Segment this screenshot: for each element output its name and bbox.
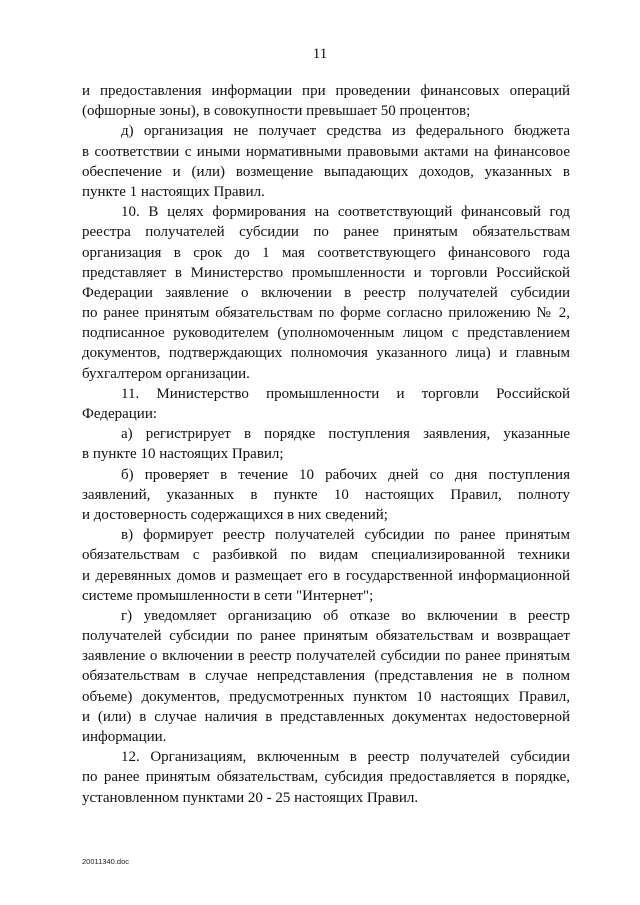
footer-filename: 20011340.doc: [82, 857, 129, 866]
text-line: и (или) в случае наличия в представленных документах недостоверной: [82, 708, 570, 725]
text-line: Федерации:: [82, 406, 158, 422]
text-line: и достоверность содержащихся в них сведений;: [82, 506, 388, 523]
paragraph: [82, 121, 570, 202]
text-line: г) уведомляет организацию об отказе во включении в реестр: [121, 607, 570, 624]
paragraph: [82, 202, 570, 384]
text-line: получателей субсидии по ранее принятым обязательствам и возвращает: [82, 628, 570, 645]
text-line: обязательствам с разбивкой по видам специализированной техники: [82, 547, 570, 564]
text-line: реестра получателей субсидии по ранее принятым обязательствам: [82, 224, 570, 241]
text-line: подписанное руководителем (уполномоченным лицом с представлением: [82, 325, 570, 342]
paragraph: [82, 384, 570, 424]
text-line: заявление о включении в реестр получателей субсидии по ранее принятым: [82, 648, 570, 665]
paragraph: [82, 525, 570, 606]
text-line: системе промышленности в сети "Интернет";: [82, 587, 374, 604]
text-line: информации.: [82, 729, 167, 745]
text-line: обязательствам в случае непредставления (представления не в полном: [82, 668, 570, 685]
text-line: в соответствии с иными нормативными правовыми актами на финансовое: [82, 143, 570, 160]
text-line: в пункте 10 настоящих Правил;: [82, 446, 284, 463]
paragraph: [82, 81, 570, 121]
text-line: д) организация не получает средства из федерального бюджета: [121, 123, 570, 140]
text-line: по ранее принятым обязательствам, субсидия предоставляется в порядке,: [82, 769, 570, 786]
paragraph: [82, 465, 570, 526]
text-line: 12. Организациям, включенным в реестр получателей субсидии: [121, 749, 570, 766]
text-line: а) регистрирует в порядке поступления заявления, указанные: [121, 426, 570, 443]
text-line: организация в срок до 1 мая соответствующего финансового года: [82, 244, 570, 261]
text-line: б) проверяет в течение 10 рабочих дней со дня поступления: [121, 466, 570, 483]
paragraph: [82, 606, 570, 747]
page-number: 11: [312, 46, 328, 62]
text-line: и предоставления информации при проведении финансовых операций: [82, 83, 570, 99]
text-line: Федерации заявление о включении в реестр получателей субсидии: [82, 284, 570, 301]
text-line: установленном пунктами 20 - 25 настоящих Правил.: [82, 789, 419, 806]
text-line: (офшорные зоны), в совокупности превышает 50 процентов;: [82, 103, 471, 120]
text-line: и деревянных домов и размещает его в государственной информационной: [82, 567, 570, 584]
text-line: документов, подтверждающих полномочия указанного лица) и главным: [82, 345, 570, 362]
text-line: 11. Министерство промышленности и торговли Российской: [121, 385, 570, 402]
paragraph: [82, 424, 570, 464]
text-line: пункте 1 настоящих Правил.: [82, 183, 265, 200]
document-body: [82, 81, 570, 808]
text-line: в) формирует реестр получателей субсидии по ранее принятым: [121, 527, 570, 544]
text-line: 10. В целях формирования на соответствующий финансовый год: [121, 204, 570, 221]
text-line: по ранее принятым обязательствам по форме согласно приложению № 2,: [82, 305, 570, 322]
text-line: обеспечение и (или) возмещение выпадающих доходов, указанных в: [82, 163, 570, 180]
paragraph: [82, 747, 570, 808]
text-line: представляет в Министерство промышленности и торговли Российской: [82, 264, 570, 281]
text-line: объеме) документов, предусмотренных пунктом 10 настоящих Правил,: [82, 688, 570, 705]
text-line: бухгалтером организации.: [82, 365, 250, 382]
text-line: заявлений, указанных в пункте 10 настоящих Правил, полноту: [82, 486, 570, 503]
